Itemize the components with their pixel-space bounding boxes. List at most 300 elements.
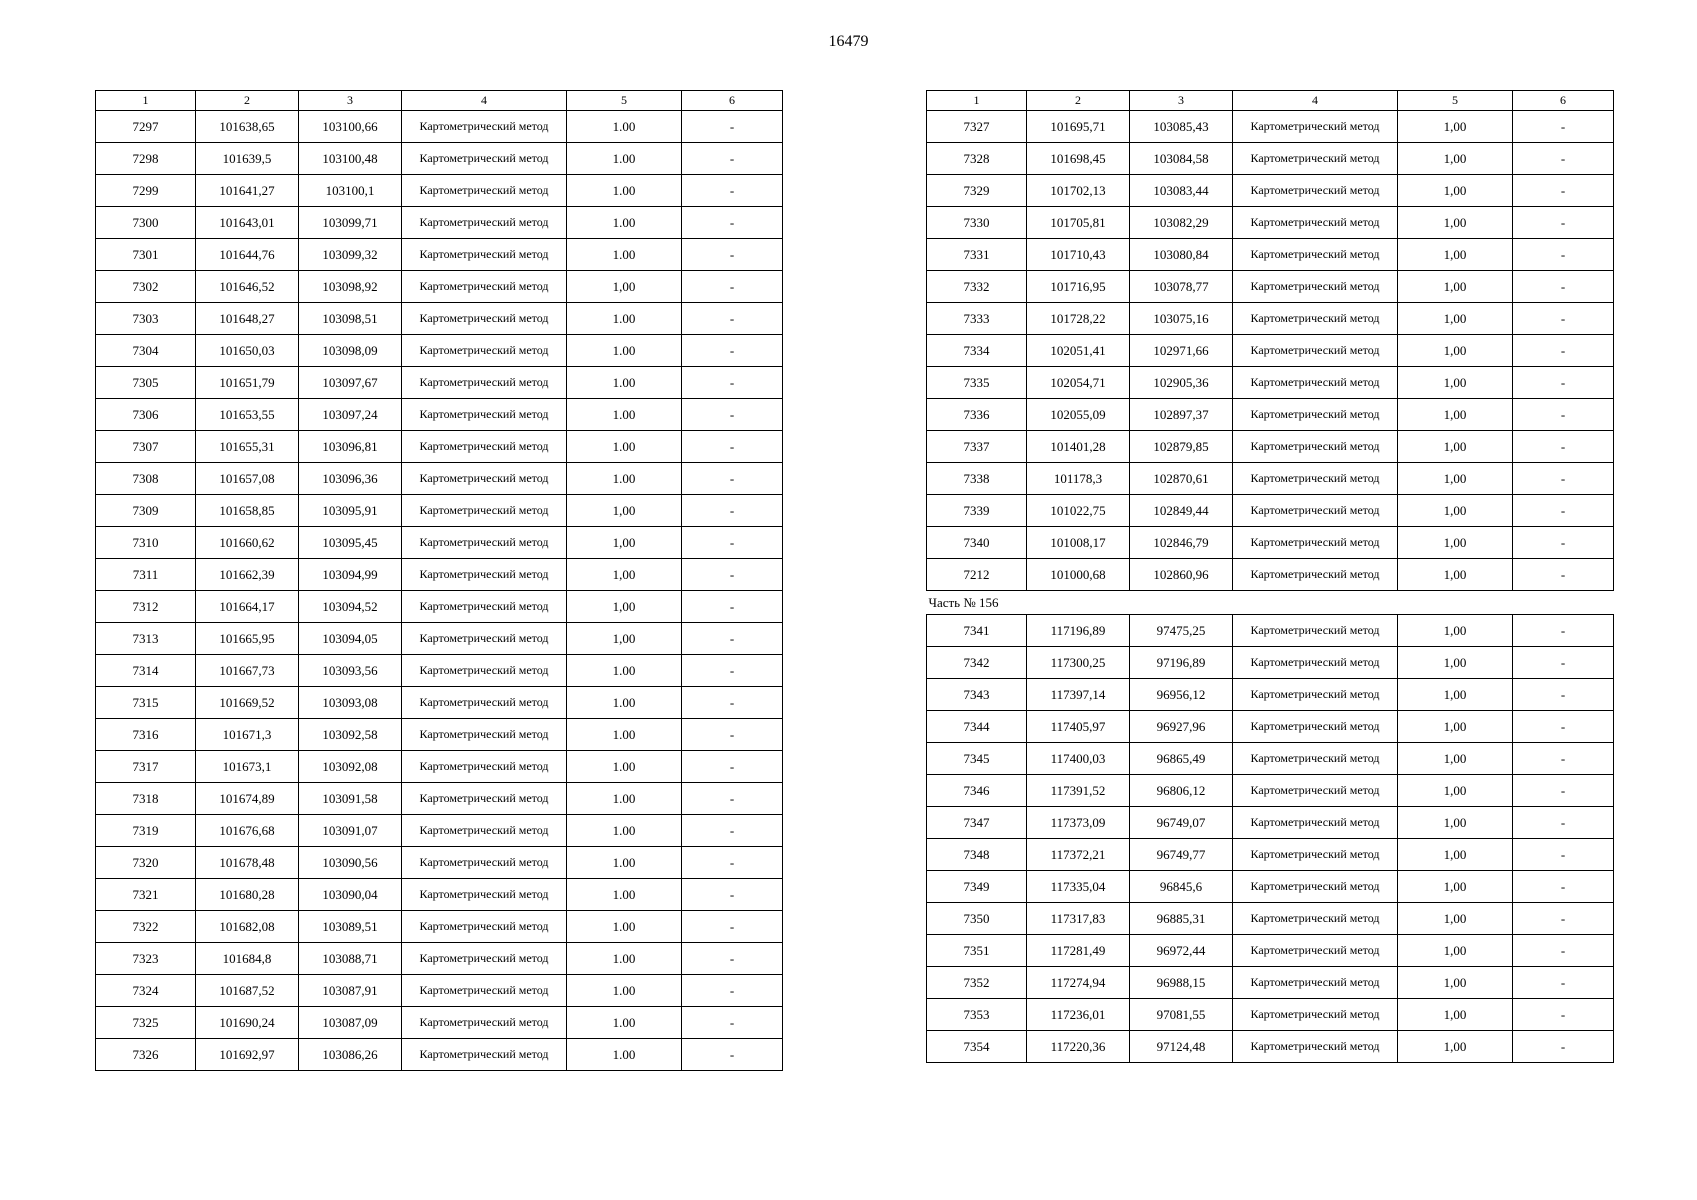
column-header: 6	[1513, 91, 1614, 111]
point-number-cell: 7354	[927, 1031, 1027, 1063]
method-cell: Картометрический метод	[402, 1039, 567, 1071]
table-row	[927, 335, 1614, 367]
coordinate-x-cell: 101702,13	[1027, 175, 1130, 207]
coordinate-x-cell: 117372,21	[1027, 839, 1130, 871]
table-row	[96, 463, 783, 495]
method-cell: Картометрический метод	[1233, 559, 1398, 591]
method-cell: Картометрический метод	[1233, 1031, 1398, 1063]
coordinate-y-cell: 103092,08	[299, 751, 402, 783]
coordinate-x-cell: 101638,65	[196, 111, 299, 143]
precision-cell: 1,00	[1398, 111, 1513, 143]
table-row	[927, 143, 1614, 175]
method-cell: Картометрический метод	[402, 943, 567, 975]
precision-cell: 1,00	[1398, 335, 1513, 367]
note-cell: -	[1513, 711, 1614, 743]
precision-cell: 1.00	[567, 687, 682, 719]
coordinate-x-cell: 117274,94	[1027, 967, 1130, 999]
coordinate-y-cell: 102879,85	[1130, 431, 1233, 463]
table-row	[96, 719, 783, 751]
point-number-cell: 7344	[927, 711, 1027, 743]
note-cell: -	[1513, 807, 1614, 839]
coordinate-x-cell: 101684,8	[196, 943, 299, 975]
method-cell: Картометрический метод	[402, 367, 567, 399]
point-number-cell: 7353	[927, 999, 1027, 1031]
precision-cell: 1.00	[567, 239, 682, 271]
coordinate-y-cell: 102897,37	[1130, 399, 1233, 431]
precision-cell: 1,00	[1398, 999, 1513, 1031]
table-row	[96, 431, 783, 463]
point-number-cell: 7212	[927, 559, 1027, 591]
coordinate-y-cell: 96972,44	[1130, 935, 1233, 967]
precision-cell: 1,00	[567, 591, 682, 623]
method-cell: Картометрический метод	[402, 335, 567, 367]
coordinate-y-cell: 102870,61	[1130, 463, 1233, 495]
table-row	[96, 111, 783, 143]
coordinate-y-cell: 103087,09	[299, 1007, 402, 1039]
method-cell: Картометрический метод	[402, 143, 567, 175]
precision-cell: 1.00	[567, 367, 682, 399]
coordinate-y-cell: 103093,08	[299, 687, 402, 719]
coordinate-x-cell: 102054,71	[1027, 367, 1130, 399]
coordinate-y-cell: 103083,44	[1130, 175, 1233, 207]
coordinate-x-cell: 101653,55	[196, 399, 299, 431]
method-cell: Картометрический метод	[1233, 839, 1398, 871]
coordinate-x-cell: 101671,3	[196, 719, 299, 751]
table-row	[927, 743, 1614, 775]
coordinate-y-cell: 103098,92	[299, 271, 402, 303]
method-cell: Картометрический метод	[1233, 495, 1398, 527]
point-number-cell: 7313	[96, 623, 196, 655]
table-row	[96, 1039, 783, 1071]
coordinate-y-cell: 103084,58	[1130, 143, 1233, 175]
point-number-cell: 7325	[96, 1007, 196, 1039]
page-number: 16479	[828, 33, 869, 50]
coordinate-y-cell: 97124,48	[1130, 1031, 1233, 1063]
point-number-cell: 7335	[927, 367, 1027, 399]
precision-cell: 1,00	[567, 623, 682, 655]
note-cell: -	[682, 687, 783, 719]
coordinate-x-cell: 101695,71	[1027, 111, 1130, 143]
coordinate-x-cell: 101669,52	[196, 687, 299, 719]
coordinate-y-cell: 97475,25	[1130, 615, 1233, 647]
precision-cell: 1,00	[1398, 175, 1513, 207]
method-cell: Картометрический метод	[1233, 463, 1398, 495]
point-number-cell: 7297	[96, 111, 196, 143]
note-cell: -	[682, 271, 783, 303]
method-cell: Картометрический метод	[1233, 679, 1398, 711]
point-number-cell: 7337	[927, 431, 1027, 463]
note-cell: -	[1513, 1031, 1614, 1063]
coordinate-y-cell: 96988,15	[1130, 967, 1233, 999]
table-row	[927, 175, 1614, 207]
method-cell: Картометрический метод	[1233, 303, 1398, 335]
coordinate-y-cell: 103094,52	[299, 591, 402, 623]
column-header: 2	[196, 91, 299, 111]
coordinate-y-cell: 103086,26	[299, 1039, 402, 1071]
coordinate-x-cell: 101674,89	[196, 783, 299, 815]
note-cell: -	[682, 1039, 783, 1071]
method-cell: Картометрический метод	[1233, 807, 1398, 839]
precision-cell: 1,00	[1398, 935, 1513, 967]
section-divider	[927, 591, 1614, 615]
table-row	[96, 527, 783, 559]
point-number-cell: 7304	[96, 335, 196, 367]
precision-cell: 1,00	[1398, 271, 1513, 303]
precision-cell: 1.00	[567, 655, 682, 687]
point-number-cell: 7305	[96, 367, 196, 399]
point-number-cell: 7347	[927, 807, 1027, 839]
point-number-cell: 7339	[927, 495, 1027, 527]
precision-cell: 1.00	[567, 1007, 682, 1039]
point-number-cell: 7328	[927, 143, 1027, 175]
method-cell: Картометрический метод	[402, 399, 567, 431]
coordinate-x-cell: 101639,5	[196, 143, 299, 175]
precision-cell: 1.00	[567, 815, 682, 847]
coordinate-x-cell: 117236,01	[1027, 999, 1130, 1031]
coordinate-x-cell: 117317,83	[1027, 903, 1130, 935]
coordinate-x-cell: 101000,68	[1027, 559, 1130, 591]
method-cell: Картометрический метод	[1233, 431, 1398, 463]
coordinate-x-cell: 101008,17	[1027, 527, 1130, 559]
point-number-cell: 7330	[927, 207, 1027, 239]
column-header: 5	[1398, 91, 1513, 111]
method-cell: Картометрический метод	[402, 623, 567, 655]
precision-cell: 1,00	[1398, 647, 1513, 679]
table-row	[927, 999, 1614, 1031]
note-cell: -	[1513, 871, 1614, 903]
table-row	[96, 143, 783, 175]
point-number-cell: 7309	[96, 495, 196, 527]
method-cell: Картометрический метод	[1233, 367, 1398, 399]
note-cell: -	[1513, 903, 1614, 935]
precision-cell: 1,00	[1398, 399, 1513, 431]
coordinate-y-cell: 103091,58	[299, 783, 402, 815]
precision-cell: 1,00	[1398, 967, 1513, 999]
method-cell: Картометрический метод	[402, 111, 567, 143]
note-cell: -	[682, 143, 783, 175]
table-row	[96, 847, 783, 879]
coordinate-x-cell: 101673,1	[196, 751, 299, 783]
table-row	[927, 967, 1614, 999]
table-row	[96, 303, 783, 335]
method-cell: Картометрический метод	[1233, 967, 1398, 999]
method-cell: Картометрический метод	[1233, 207, 1398, 239]
coordinate-x-cell: 101692,97	[196, 1039, 299, 1071]
point-number-cell: 7341	[927, 615, 1027, 647]
table-row	[927, 807, 1614, 839]
note-cell: -	[1513, 935, 1614, 967]
coordinate-x-cell: 101657,08	[196, 463, 299, 495]
coordinate-y-cell: 103085,43	[1130, 111, 1233, 143]
note-cell: -	[1513, 775, 1614, 807]
note-cell: -	[682, 399, 783, 431]
column-header: 1	[96, 91, 196, 111]
method-cell: Картометрический метод	[402, 687, 567, 719]
coordinate-x-cell: 102051,41	[1027, 335, 1130, 367]
point-number-cell: 7302	[96, 271, 196, 303]
method-cell: Картометрический метод	[402, 911, 567, 943]
column-header: 3	[299, 91, 402, 111]
precision-cell: 1,00	[1398, 143, 1513, 175]
note-cell: -	[1513, 207, 1614, 239]
coordinate-x-cell: 117300,25	[1027, 647, 1130, 679]
coordinate-x-cell: 101698,45	[1027, 143, 1130, 175]
column-header: 3	[1130, 91, 1233, 111]
coordinate-x-cell: 101710,43	[1027, 239, 1130, 271]
note-cell: -	[1513, 999, 1614, 1031]
note-cell: -	[1513, 399, 1614, 431]
point-number-cell: 7300	[96, 207, 196, 239]
method-cell: Картометрический метод	[402, 591, 567, 623]
note-cell: -	[682, 527, 783, 559]
coordinate-y-cell: 103091,07	[299, 815, 402, 847]
table-row	[927, 431, 1614, 463]
table-row	[927, 527, 1614, 559]
precision-cell: 1,00	[1398, 431, 1513, 463]
note-cell: -	[682, 303, 783, 335]
coordinate-y-cell: 96885,31	[1130, 903, 1233, 935]
coordinate-x-cell: 117391,52	[1027, 775, 1130, 807]
method-cell: Картометрический метод	[1233, 903, 1398, 935]
coordinate-y-cell: 102860,96	[1130, 559, 1233, 591]
point-number-cell: 7312	[96, 591, 196, 623]
point-number-cell: 7338	[927, 463, 1027, 495]
method-cell: Картометрический метод	[1233, 527, 1398, 559]
coordinate-x-cell: 101644,76	[196, 239, 299, 271]
point-number-cell: 7348	[927, 839, 1027, 871]
table-row	[96, 495, 783, 527]
point-number-cell: 7336	[927, 399, 1027, 431]
point-number-cell: 7316	[96, 719, 196, 751]
coordinate-y-cell: 103080,84	[1130, 239, 1233, 271]
table-row	[96, 239, 783, 271]
method-cell: Картометрический метод	[1233, 647, 1398, 679]
method-cell: Картометрический метод	[402, 655, 567, 687]
coordinates-table-left	[95, 90, 783, 1071]
coordinate-y-cell: 97081,55	[1130, 999, 1233, 1031]
table-row	[927, 207, 1614, 239]
note-cell: -	[682, 335, 783, 367]
note-cell: -	[1513, 967, 1614, 999]
point-number-cell: 7298	[96, 143, 196, 175]
column-header: 4	[402, 91, 567, 111]
precision-cell: 1.00	[567, 207, 682, 239]
table-row	[927, 839, 1614, 871]
precision-cell: 1,00	[1398, 207, 1513, 239]
point-number-cell: 7352	[927, 967, 1027, 999]
table-row	[96, 655, 783, 687]
point-number-cell: 7323	[96, 943, 196, 975]
note-cell: -	[682, 463, 783, 495]
table-row	[96, 399, 783, 431]
method-cell: Картометрический метод	[1233, 111, 1398, 143]
coordinate-y-cell: 103100,66	[299, 111, 402, 143]
coordinate-y-cell: 103075,16	[1130, 303, 1233, 335]
table-row	[96, 1007, 783, 1039]
note-cell: -	[682, 431, 783, 463]
precision-cell: 1,00	[1398, 303, 1513, 335]
precision-cell: 1.00	[567, 751, 682, 783]
coordinate-y-cell: 102846,79	[1130, 527, 1233, 559]
precision-cell: 1,00	[567, 271, 682, 303]
coordinate-x-cell: 102055,09	[1027, 399, 1130, 431]
note-cell: -	[1513, 367, 1614, 399]
coordinate-x-cell: 101716,95	[1027, 271, 1130, 303]
table-row	[927, 935, 1614, 967]
point-number-cell: 7342	[927, 647, 1027, 679]
point-number-cell: 7351	[927, 935, 1027, 967]
note-cell: -	[682, 239, 783, 271]
column-header: 4	[1233, 91, 1398, 111]
coordinate-x-cell: 117405,97	[1027, 711, 1130, 743]
table-row	[927, 559, 1614, 591]
method-cell: Картометрический метод	[1233, 775, 1398, 807]
method-cell: Картометрический метод	[1233, 711, 1398, 743]
point-number-cell: 7324	[96, 975, 196, 1007]
point-number-cell: 7317	[96, 751, 196, 783]
coordinate-x-cell: 101682,08	[196, 911, 299, 943]
coordinate-y-cell: 96927,96	[1130, 711, 1233, 743]
point-number-cell: 7340	[927, 527, 1027, 559]
table-body-right	[927, 111, 1614, 591]
coordinate-y-cell: 103090,04	[299, 879, 402, 911]
note-cell: -	[1513, 335, 1614, 367]
table-row	[927, 711, 1614, 743]
coordinate-y-cell: 96956,12	[1130, 679, 1233, 711]
coordinate-x-cell: 101655,31	[196, 431, 299, 463]
column-header: 6	[682, 91, 783, 111]
table-row	[927, 399, 1614, 431]
coordinate-x-cell: 101022,75	[1027, 495, 1130, 527]
table-row	[927, 495, 1614, 527]
precision-cell: 1,00	[1398, 775, 1513, 807]
method-cell: Картометрический метод	[402, 847, 567, 879]
precision-cell: 1.00	[567, 175, 682, 207]
point-number-cell: 7349	[927, 871, 1027, 903]
point-number-cell: 7321	[96, 879, 196, 911]
point-number-cell: 7345	[927, 743, 1027, 775]
precision-cell: 1,00	[567, 527, 682, 559]
note-cell: -	[682, 175, 783, 207]
precision-cell: 1.00	[567, 879, 682, 911]
table-row	[96, 271, 783, 303]
precision-cell: 1,00	[1398, 903, 1513, 935]
table-row	[927, 111, 1614, 143]
point-number-cell: 7320	[96, 847, 196, 879]
method-cell: Картометрический метод	[1233, 143, 1398, 175]
point-number-cell: 7314	[96, 655, 196, 687]
coordinate-y-cell: 103078,77	[1130, 271, 1233, 303]
table-row	[927, 647, 1614, 679]
table-row	[96, 815, 783, 847]
note-cell: -	[1513, 495, 1614, 527]
note-cell: -	[682, 367, 783, 399]
table-row	[96, 591, 783, 623]
method-cell: Картометрический метод	[402, 783, 567, 815]
method-cell: Картометрический метод	[402, 207, 567, 239]
method-cell: Картометрический метод	[1233, 399, 1398, 431]
table-row	[96, 751, 783, 783]
table-row	[927, 367, 1614, 399]
table-row	[96, 175, 783, 207]
table-row	[927, 463, 1614, 495]
precision-cell: 1.00	[567, 719, 682, 751]
table-row	[927, 1031, 1614, 1063]
section-row	[927, 591, 1614, 615]
point-number-cell: 7310	[96, 527, 196, 559]
method-cell: Картометрический метод	[402, 239, 567, 271]
note-cell: -	[682, 655, 783, 687]
point-number-cell: 7308	[96, 463, 196, 495]
method-cell: Картометрический метод	[1233, 999, 1398, 1031]
coordinate-y-cell: 102849,44	[1130, 495, 1233, 527]
coordinate-x-cell: 101646,52	[196, 271, 299, 303]
note-cell: -	[682, 719, 783, 751]
note-cell: -	[1513, 431, 1614, 463]
note-cell: -	[1513, 647, 1614, 679]
precision-cell: 1,00	[1398, 871, 1513, 903]
point-number-cell: 7311	[96, 559, 196, 591]
precision-cell: 1.00	[567, 143, 682, 175]
point-number-cell: 7306	[96, 399, 196, 431]
coordinate-x-cell: 101667,73	[196, 655, 299, 687]
coordinate-y-cell: 96806,12	[1130, 775, 1233, 807]
coordinate-x-cell: 101660,62	[196, 527, 299, 559]
note-cell: -	[682, 495, 783, 527]
precision-cell: 1,00	[1398, 807, 1513, 839]
table-row	[96, 975, 783, 1007]
note-cell: -	[682, 783, 783, 815]
coordinates-table-right	[926, 90, 1614, 1063]
coordinate-x-cell: 101676,68	[196, 815, 299, 847]
note-cell: -	[682, 847, 783, 879]
precision-cell: 1,00	[1398, 495, 1513, 527]
coordinate-x-cell: 117281,49	[1027, 935, 1130, 967]
note-cell: -	[1513, 271, 1614, 303]
precision-cell: 1,00	[567, 559, 682, 591]
note-cell: -	[682, 623, 783, 655]
point-number-cell: 7326	[96, 1039, 196, 1071]
coordinate-y-cell: 102905,36	[1130, 367, 1233, 399]
coordinate-y-cell: 103100,1	[299, 175, 402, 207]
precision-cell: 1,00	[1398, 711, 1513, 743]
coordinate-x-cell: 101728,22	[1027, 303, 1130, 335]
coordinate-x-cell: 101401,28	[1027, 431, 1130, 463]
precision-cell: 1,00	[1398, 615, 1513, 647]
note-cell: -	[682, 559, 783, 591]
coordinate-x-cell: 101687,52	[196, 975, 299, 1007]
precision-cell: 1.00	[567, 335, 682, 367]
coordinate-y-cell: 103096,81	[299, 431, 402, 463]
coordinate-y-cell: 103098,51	[299, 303, 402, 335]
note-cell: -	[1513, 303, 1614, 335]
precision-cell: 1,00	[567, 495, 682, 527]
coordinate-y-cell: 103087,91	[299, 975, 402, 1007]
table-row	[927, 775, 1614, 807]
table-row	[96, 207, 783, 239]
note-cell: -	[1513, 559, 1614, 591]
method-cell: Картометрический метод	[402, 751, 567, 783]
precision-cell: 1,00	[1398, 367, 1513, 399]
method-cell: Картометрический метод	[402, 719, 567, 751]
precision-cell: 1,00	[1398, 1031, 1513, 1063]
point-number-cell: 7318	[96, 783, 196, 815]
precision-cell: 1.00	[567, 1039, 682, 1071]
coordinate-x-cell: 101648,27	[196, 303, 299, 335]
precision-cell: 1.00	[567, 911, 682, 943]
method-cell: Картометрический метод	[402, 975, 567, 1007]
point-number-cell: 7333	[927, 303, 1027, 335]
